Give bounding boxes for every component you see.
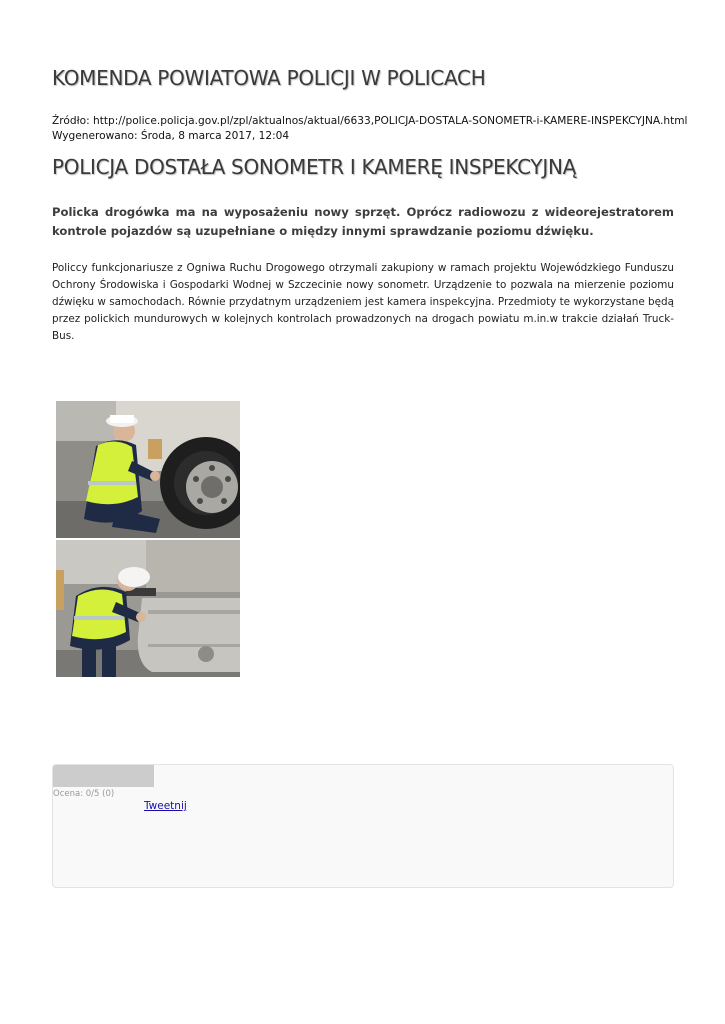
org-title: KOMENDA POWIATOWA POLICJI W POLICACH — [52, 66, 486, 90]
source-line: Źródło: http://police.policja.gov.pl/zpl/aktualnos/aktual/6633,POLICJA-DOSTALA-SONOMETR-i-KAMERE-INSPEKCYJNA.html — [52, 115, 688, 127]
rating-text: Ocena: 0/5 (0) — [53, 789, 115, 799]
article-body: Policcy funkcjonariusze z Ogniwa Ruchu Drogowego otrzymali zakupiony w ramach projektu Wojewódzkiego Funduszu Ochrony Środowiska i Gospodarki Wodnej w Szczecinie nowy sonometr. Urządzenie to pozwala na mierzenie poziomu dźwięku w samochodach. Równie przydatnym urządzeniem jest kamera inspekcyjna. Przedmioty te wykorzystane będą przez polickich mundurowych w kolejnych kontrolach prowadzonych na drogach powiatu m.in.w trakcie działań Truck-Bus. — [52, 262, 674, 342]
article-title: POLICJA DOSTAŁA SONOMETR I KAMERĘ INSPEKCYJNĄ — [52, 155, 576, 179]
article-photo-1 — [56, 401, 240, 538]
article-lead: Policka drogówka ma na wyposażeniu nowy sprzęt. Oprócz radiowozu z wideorejestratorem kontrole pojazdów są uzupełniane o między innymi sprawdzanie poziomu dźwięku. — [52, 205, 674, 238]
tweet-link[interactable]: Tweetnij — [144, 800, 187, 812]
rating-stars[interactable] — [53, 765, 154, 787]
generated-line: Wygenerowano: Środa, 8 marca 2017, 12:04 — [52, 129, 290, 142]
meta-info — [52, 114, 688, 143]
article-photo-2 — [56, 540, 240, 677]
rating-share-box — [52, 764, 674, 888]
